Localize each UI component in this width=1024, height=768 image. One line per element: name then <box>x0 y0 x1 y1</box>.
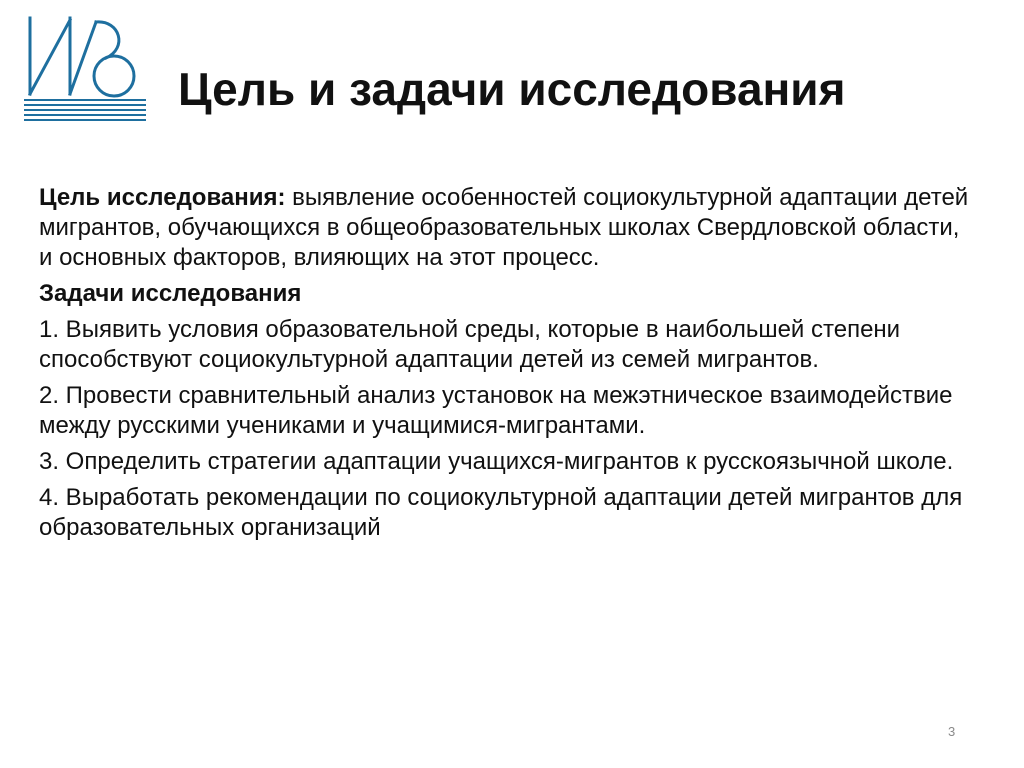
slide-title: Цель и задачи исследования <box>178 63 846 115</box>
institute-logo <box>24 14 146 122</box>
page-number: 3 <box>948 724 956 739</box>
task-item-4: 4. Выработать рекомендации по социокультурной адаптации детей мигрантов для образовательных организаций <box>39 484 963 541</box>
task-item-3: 3. Определить стратегии адаптации учащихся-мигрантов к русскоязычной школе. <box>39 448 954 475</box>
task-item-2: 2. Провести сравнительный анализ установок на межэтническое взаимодействие между русскими учениками и учащимися-мигрантами. <box>39 382 953 439</box>
tasks-heading: Задачи исследования <box>39 280 302 307</box>
goal-label: Цель исследования: <box>39 184 286 211</box>
research-goal <box>39 183 979 273</box>
task-item-1: 1. Выявить условия образовательной среды, которые в наибольшей степени способствуют социокультурной адаптации детей из семей мигрантов. <box>39 316 901 373</box>
logo-monogram-icon <box>24 14 146 122</box>
slide-body <box>39 183 979 549</box>
goal-text: выявление особенностей социокультурной адаптации детей мигрантов, обучающихся в общеобразовательных школах Свердловской области, и основных факторов, влияющих на этот процесс. <box>39 184 969 271</box>
